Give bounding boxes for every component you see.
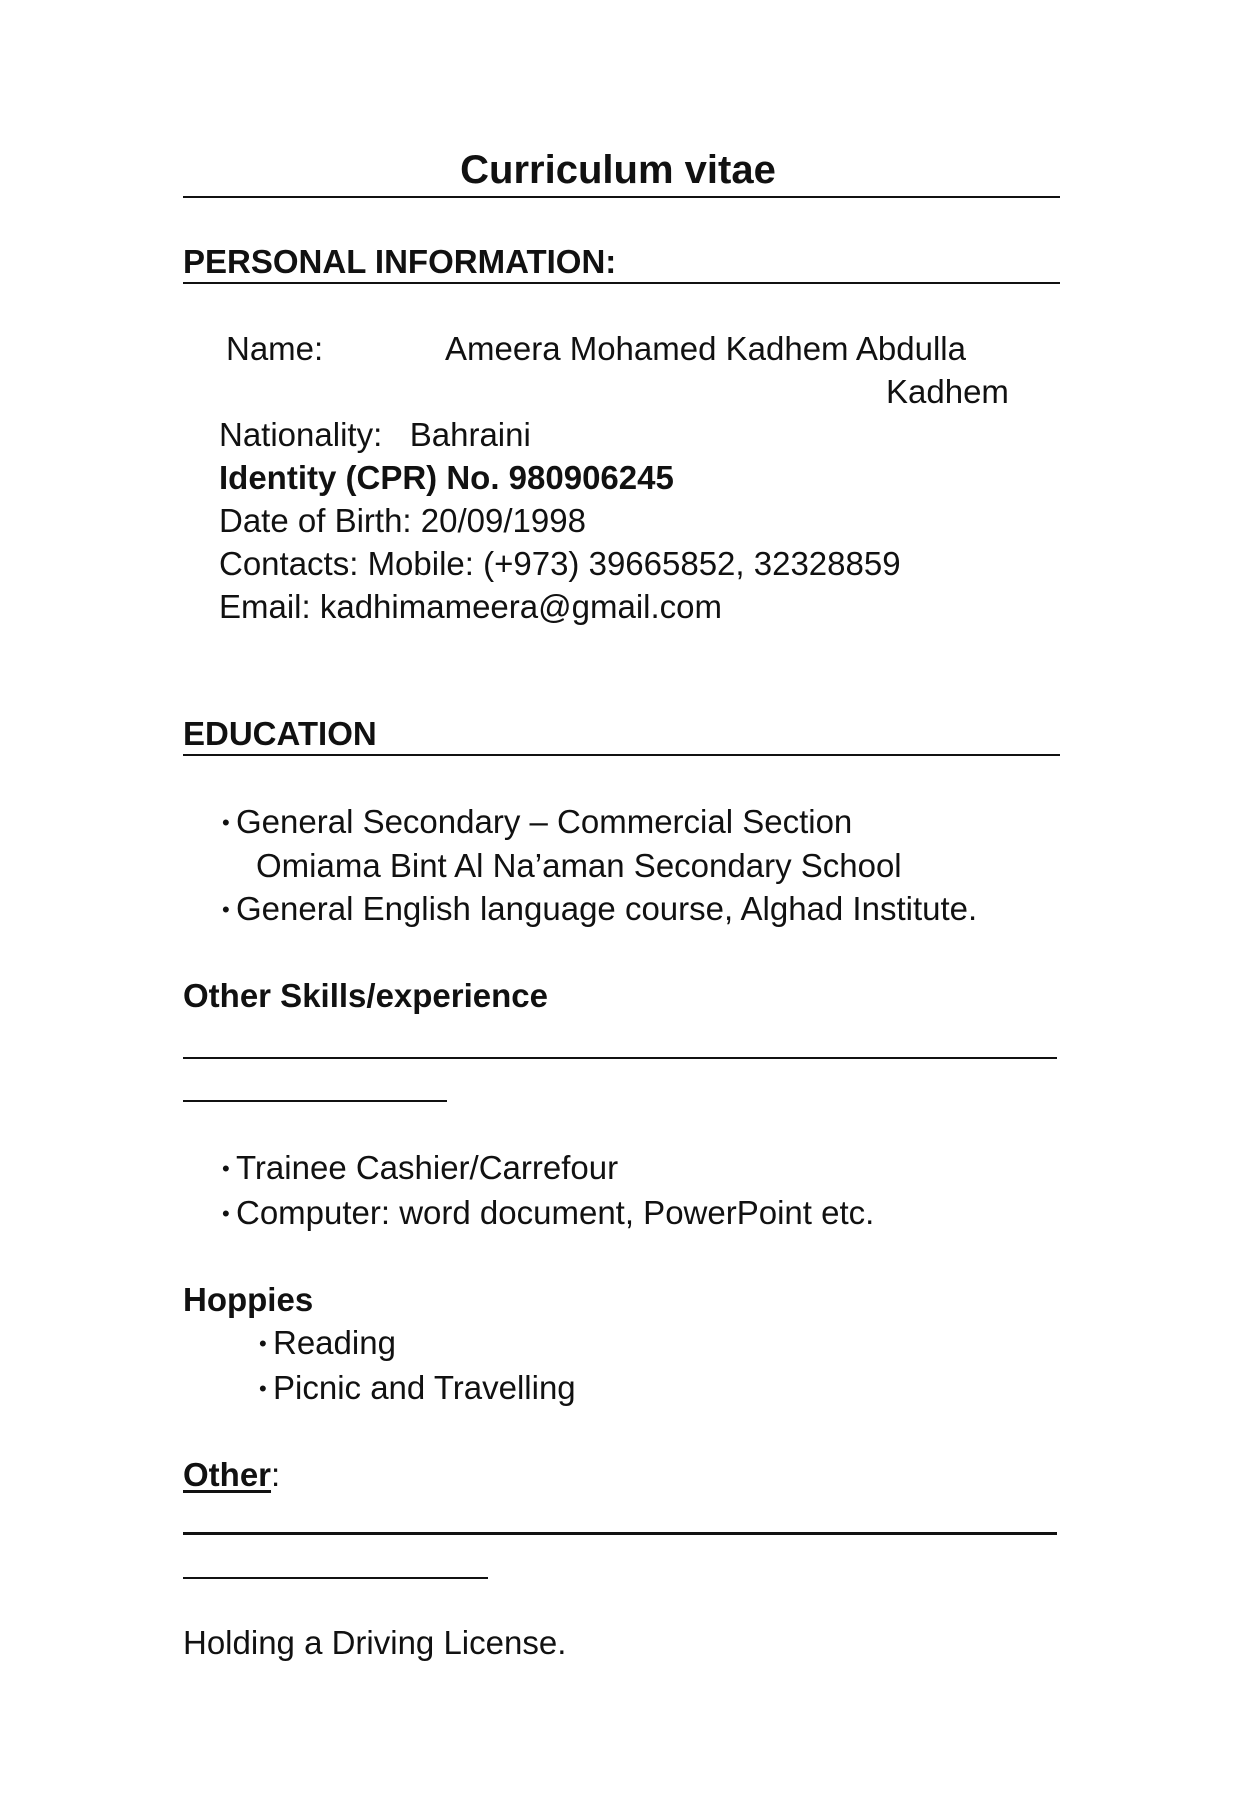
bullet-icon: • [259, 1376, 267, 1401]
title-rule [183, 196, 1060, 198]
bullet-icon: • [222, 810, 230, 835]
name-label: Name: [226, 330, 324, 367]
bullet-icon: • [259, 1331, 267, 1356]
hobbies-heading: Hoppies [183, 1281, 314, 1318]
education-rule [183, 754, 1060, 756]
bullet-icon: • [222, 1156, 230, 1181]
other-rule-1 [183, 1532, 1057, 1535]
skills-item-2: • Computer: word document, PowerPoint etc. [222, 1193, 874, 1234]
skills-heading: Other Skills/experience [183, 977, 549, 1014]
education-item-1: • General Secondary – Commercial Section [222, 802, 852, 843]
hobby-item-1: • Reading [259, 1323, 396, 1364]
education-item-1-sub: Omiama Bint Al Na’aman Secondary School [256, 847, 902, 884]
skills-rule-1 [183, 1057, 1057, 1059]
bullet-icon: • [222, 897, 230, 922]
page-title: Curriculum vitae [460, 148, 776, 192]
other-text: Holding a Driving License. [183, 1624, 567, 1661]
email: Email: kadhimameera@gmail.com [219, 588, 722, 625]
personal-rule [183, 282, 1060, 284]
hobby-item-2: • Picnic and Travelling [259, 1368, 576, 1409]
other-rule-2 [183, 1577, 488, 1579]
contacts: Contacts: Mobile: (+973) 39665852, 32328859 [219, 545, 901, 582]
other-heading: Other: [183, 1456, 281, 1493]
nationality: Nationality: Bahraini [219, 416, 531, 453]
education-heading: EDUCATION [183, 715, 377, 752]
skills-rule-2 [183, 1100, 447, 1102]
name-value-line2: Kadhem [886, 373, 1009, 410]
bullet-icon: • [222, 1201, 230, 1226]
personal-heading: PERSONAL INFORMATION: [183, 243, 617, 280]
date-of-birth: Date of Birth: 20/09/1998 [219, 502, 586, 539]
identity-number: Identity (CPR) No. 980906245 [219, 459, 674, 496]
skills-item-1: • Trainee Cashier/Carrefour [222, 1148, 618, 1189]
name-value-line1: Ameera Mohamed Kadhem Abdulla [445, 330, 966, 367]
education-item-2: • General English language course, Alghad Institute. [222, 889, 977, 930]
